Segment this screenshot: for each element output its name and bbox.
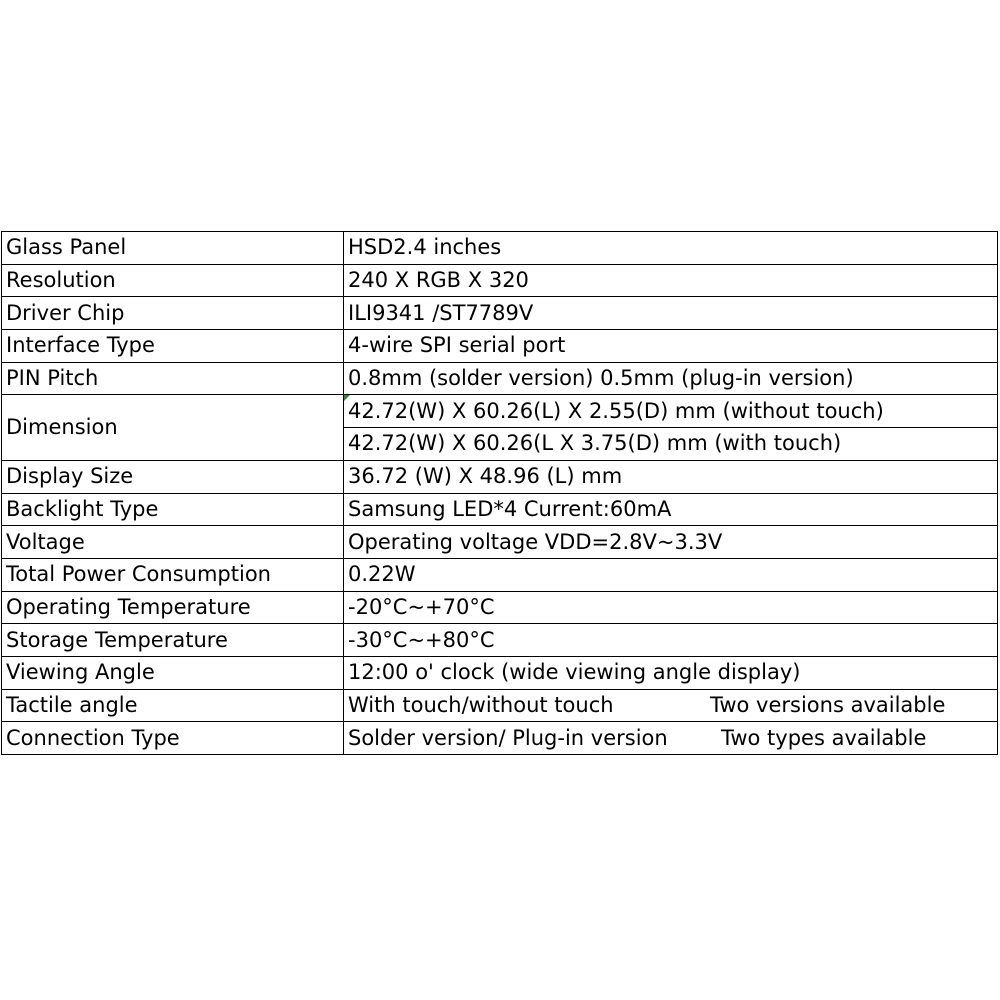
dimension-text-without-touch: 42.72(W) X 60.26(L) X 2.55(D) mm (without touch) bbox=[348, 398, 884, 423]
spec-value-tactile-angle bbox=[344, 689, 998, 722]
table-row bbox=[2, 264, 998, 297]
spec-value-connection-type bbox=[344, 722, 998, 755]
spec-label-operating-temperature: Operating Temperature bbox=[2, 591, 344, 624]
spec-label-voltage: Voltage bbox=[2, 526, 344, 559]
table-row bbox=[2, 297, 998, 330]
spec-label-display-size: Display Size bbox=[2, 460, 344, 493]
table-row bbox=[2, 330, 998, 363]
spec-value-voltage: Operating voltage VDD=2.8V~3.3V bbox=[344, 526, 998, 559]
table-row bbox=[2, 362, 998, 395]
table-row bbox=[2, 689, 998, 722]
spec-label-glass-panel: Glass Panel bbox=[2, 232, 344, 265]
spec-value-pin-pitch: 0.8mm (solder version) 0.5mm (plug-in version) bbox=[344, 362, 998, 395]
spec-value-backlight-type: Samsung LED*4 Current:60mA bbox=[344, 493, 998, 526]
spec-value-glass-panel: HSD2.4 inches bbox=[344, 232, 998, 265]
table-row bbox=[2, 656, 998, 689]
spec-label-backlight-type: Backlight Type bbox=[2, 493, 344, 526]
spec-value-dimension-without-touch bbox=[344, 395, 998, 428]
table-row bbox=[2, 526, 998, 559]
spec-label-interface-type: Interface Type bbox=[2, 330, 344, 363]
spec-label-resolution: Resolution bbox=[2, 264, 344, 297]
table-row bbox=[2, 395, 998, 428]
connection-note: Two types available bbox=[721, 725, 927, 750]
spec-label-total-power: Total Power Consumption bbox=[2, 558, 344, 591]
spec-value-display-size: 36.72 (W) X 48.96 (L) mm bbox=[344, 460, 998, 493]
spec-value-interface-type: 4-wire SPI serial port bbox=[344, 330, 998, 363]
spec-table bbox=[1, 231, 998, 755]
spec-label-viewing-angle: Viewing Angle bbox=[2, 656, 344, 689]
table-row bbox=[2, 558, 998, 591]
spec-label-connection-type: Connection Type bbox=[2, 722, 344, 755]
spec-label-tactile-angle: Tactile angle bbox=[2, 689, 344, 722]
table-row bbox=[2, 591, 998, 624]
spec-value-operating-temperature: -20°C~+70°C bbox=[344, 591, 998, 624]
spec-value-storage-temperature: -30°C~+80°C bbox=[344, 624, 998, 657]
table-row bbox=[2, 624, 998, 657]
table-row bbox=[2, 232, 998, 265]
spec-value-dimension-with-touch: 42.72(W) X 60.26(L X 3.75(D) mm (with touch) bbox=[344, 428, 998, 461]
spec-label-storage-temperature: Storage Temperature bbox=[2, 624, 344, 657]
table-row bbox=[2, 722, 998, 755]
spec-label-dimension: Dimension bbox=[2, 395, 344, 460]
cell-corner-marker bbox=[344, 395, 350, 401]
spec-label-driver-chip: Driver Chip bbox=[2, 297, 344, 330]
connection-value-text: Solder version/ Plug-in version bbox=[348, 725, 668, 750]
spec-value-viewing-angle: 12:00 o' clock (wide viewing angle display) bbox=[344, 656, 998, 689]
tactile-note: Two versions available bbox=[710, 692, 946, 717]
table-row bbox=[2, 460, 998, 493]
table-row bbox=[2, 493, 998, 526]
spec-value-total-power: 0.22W bbox=[344, 558, 998, 591]
spec-value-resolution: 240 X RGB X 320 bbox=[344, 264, 998, 297]
tactile-value-text: With touch/without touch bbox=[348, 692, 614, 717]
spec-value-driver-chip: ILI9341 /ST7789V bbox=[344, 297, 998, 330]
spec-label-pin-pitch: PIN Pitch bbox=[2, 362, 344, 395]
